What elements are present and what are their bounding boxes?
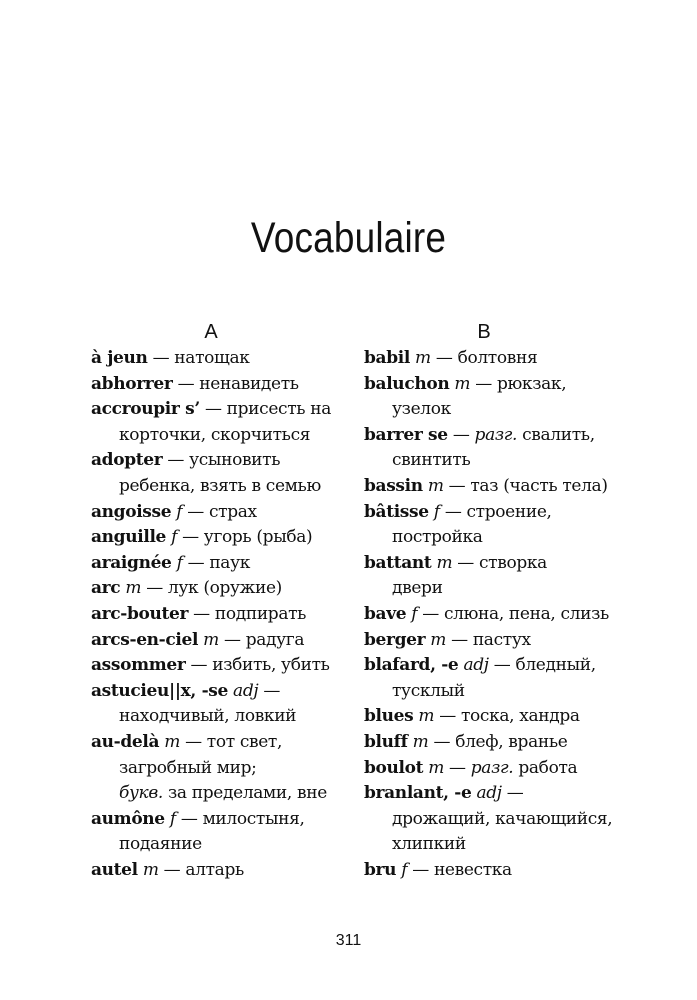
grammar-label: adj bbox=[463, 655, 489, 676]
definition-text: — таз (часть тела) bbox=[448, 475, 608, 496]
grammar-label: m bbox=[454, 373, 471, 394]
dictionary-entry bbox=[364, 756, 626, 782]
page-number: 311 bbox=[335, 932, 362, 949]
headword: astucieu||x, -se bbox=[91, 680, 228, 701]
entry-first-line bbox=[364, 628, 626, 654]
grammar-label: f bbox=[169, 808, 176, 829]
dictionary-entry bbox=[91, 500, 353, 526]
headword: à jeun bbox=[91, 348, 148, 368]
entry-first-line bbox=[91, 576, 353, 602]
headword: anguille bbox=[91, 527, 167, 548]
grammar-label: m bbox=[418, 706, 435, 727]
entry-first-line bbox=[91, 525, 353, 551]
definition-text: — натощак bbox=[152, 348, 250, 368]
grammar-label: m bbox=[430, 629, 447, 650]
headword: branlant, -e bbox=[364, 783, 472, 804]
dictionary-entry bbox=[91, 858, 353, 884]
grammar-label: m bbox=[415, 348, 431, 368]
entry-first-line bbox=[364, 653, 626, 679]
dictionary-entry bbox=[364, 346, 626, 372]
dictionary-entry bbox=[364, 730, 626, 756]
definition-text: — пастух bbox=[451, 629, 531, 650]
definition-text: постройка bbox=[392, 527, 483, 548]
entry-first-line bbox=[91, 628, 353, 654]
grammar-label: m bbox=[203, 629, 219, 650]
definition-text: корточки, скорчиться bbox=[119, 424, 311, 445]
grammar-label: f bbox=[401, 859, 408, 880]
definition-text: тусклый bbox=[392, 680, 465, 701]
dictionary-entry bbox=[364, 474, 626, 500]
grammar-label: m bbox=[412, 731, 429, 752]
definition-text: находчивый, ловкий bbox=[119, 706, 297, 727]
entry-continuation-line bbox=[364, 832, 626, 858]
definition-text: — бледный, bbox=[493, 655, 596, 676]
dictionary-entry bbox=[364, 704, 626, 730]
definition-text: — подпирать bbox=[193, 603, 307, 624]
column-letter-b: B bbox=[477, 321, 491, 343]
entry-continuation-line bbox=[91, 832, 353, 858]
entry-continuation-line bbox=[91, 423, 353, 449]
grammar-label: m bbox=[428, 757, 444, 778]
definition-text: — тоска, хандра bbox=[439, 706, 580, 727]
entry-first-line bbox=[91, 372, 353, 398]
entry-first-line bbox=[91, 397, 353, 423]
grammar-label: f bbox=[433, 501, 440, 522]
headword: au-delà bbox=[91, 731, 160, 752]
dictionary-entry bbox=[91, 628, 353, 654]
headword: assommer bbox=[91, 655, 186, 676]
definition-text: — строение, bbox=[444, 501, 552, 522]
headword: battant bbox=[364, 552, 432, 573]
definition-text: — рюкзак, bbox=[475, 373, 567, 394]
entry-first-line bbox=[364, 500, 626, 526]
definition-text: — bbox=[506, 783, 524, 804]
headword: accroupir s’ bbox=[91, 399, 200, 420]
definition-text: — радуга bbox=[223, 629, 305, 650]
dictionary-entry bbox=[91, 807, 353, 858]
entry-first-line bbox=[91, 653, 353, 679]
definition-text: — алтарь bbox=[163, 859, 244, 880]
definition-text: — bbox=[263, 680, 280, 701]
dictionary-entry bbox=[91, 679, 353, 730]
entry-first-line bbox=[364, 730, 626, 756]
headword: bassin bbox=[364, 475, 423, 496]
entry-first-line bbox=[91, 346, 353, 372]
definition-text: — блеф, вранье bbox=[433, 731, 568, 752]
dictionary-entry bbox=[364, 372, 626, 423]
entry-first-line bbox=[364, 372, 626, 398]
definition-text: — страх bbox=[187, 501, 257, 522]
dictionary-entry bbox=[364, 500, 626, 551]
headword: bluff bbox=[364, 731, 408, 752]
entry-first-line bbox=[91, 858, 353, 884]
dictionary-entry bbox=[364, 551, 626, 602]
entry-first-line bbox=[364, 474, 626, 500]
definition-text: ребенка, взять в семью bbox=[119, 475, 321, 496]
entry-first-line bbox=[364, 781, 626, 807]
entry-first-line bbox=[364, 346, 626, 372]
definition-text: дрожащий, качающийся, bbox=[392, 808, 613, 829]
headword: bru bbox=[364, 859, 397, 880]
headword: arcs-en-ciel bbox=[91, 629, 199, 650]
entry-first-line bbox=[91, 730, 353, 756]
grammar-label: m bbox=[436, 552, 453, 573]
grammar-label: m bbox=[125, 578, 142, 599]
grammar-label: adj bbox=[476, 783, 502, 804]
headword: bave bbox=[364, 603, 407, 624]
definition-text: букв. за пределами, вне bbox=[119, 783, 327, 804]
grammar-label: adj bbox=[233, 680, 259, 701]
entry-first-line bbox=[364, 602, 626, 628]
entry-first-line bbox=[364, 704, 626, 730]
grammar-label: m bbox=[427, 475, 444, 496]
definition-text: — лук (оружие) bbox=[146, 578, 282, 599]
dictionary-entry bbox=[364, 858, 626, 884]
dictionary-entry bbox=[91, 730, 353, 807]
dictionary-entry bbox=[91, 653, 353, 679]
headword: araignée bbox=[91, 552, 172, 573]
page-title: Vocabulaire bbox=[250, 214, 447, 262]
headword: aumône bbox=[91, 808, 165, 829]
entry-continuation-line bbox=[91, 474, 353, 500]
entry-first-line bbox=[91, 602, 353, 628]
definition-text: — паук bbox=[187, 552, 251, 573]
grammar-label: f bbox=[171, 527, 178, 548]
entry-first-line bbox=[364, 423, 626, 449]
entry-list-b bbox=[364, 346, 626, 883]
definition-text: двери bbox=[392, 578, 443, 599]
definition-text: — створка bbox=[457, 552, 547, 573]
grammar-label: f bbox=[411, 603, 418, 624]
entry-continuation-line bbox=[91, 756, 353, 782]
headword: baluchon bbox=[364, 373, 450, 394]
dictionary-entry bbox=[364, 628, 626, 654]
entry-continuation-line bbox=[364, 525, 626, 551]
entry-first-line bbox=[364, 858, 626, 884]
dictionary-entry bbox=[364, 653, 626, 704]
definition-text: — слюна, пена, слизь bbox=[422, 603, 609, 624]
dictionary-entry bbox=[364, 423, 626, 474]
entry-first-line bbox=[91, 679, 353, 705]
grammar-label: f bbox=[176, 552, 183, 573]
definition-text: — угорь (рыба) bbox=[182, 527, 313, 548]
dictionary-entry bbox=[91, 346, 353, 372]
entry-first-line bbox=[364, 756, 626, 782]
entry-list-a bbox=[91, 346, 353, 883]
definition-text: загробный мир; bbox=[119, 757, 257, 778]
definition-text: — разг. работа bbox=[449, 757, 578, 778]
definition-text: — присесть на bbox=[204, 399, 331, 420]
entry-continuation-line bbox=[364, 448, 626, 474]
grammar-label: f bbox=[176, 501, 183, 522]
headword: autel bbox=[91, 859, 138, 880]
headword: blues bbox=[364, 706, 414, 727]
dictionary-entry bbox=[91, 576, 353, 602]
definition-text: — болтовня bbox=[435, 348, 538, 368]
dictionary-entry bbox=[364, 602, 626, 628]
entry-first-line bbox=[91, 500, 353, 526]
headword: abhorrer bbox=[91, 373, 173, 394]
definition-text: — усыновить bbox=[167, 450, 281, 471]
definition-text: хлипкий bbox=[392, 834, 466, 855]
dictionary-entry bbox=[91, 448, 353, 499]
definition-text: подаяние bbox=[119, 834, 202, 855]
entry-first-line bbox=[91, 448, 353, 474]
column-b bbox=[364, 318, 626, 883]
definition-text: — тот свет, bbox=[185, 731, 283, 752]
dictionary-entry bbox=[364, 781, 626, 858]
definition-text: свинтить bbox=[392, 450, 471, 471]
entry-first-line bbox=[364, 551, 626, 577]
dictionary-entry bbox=[91, 525, 353, 551]
headword: angoisse bbox=[91, 501, 172, 522]
entry-first-line bbox=[91, 551, 353, 577]
entry-continuation-line bbox=[364, 397, 626, 423]
definition-text: — невестка bbox=[412, 859, 512, 880]
grammar-label: m bbox=[142, 859, 159, 880]
headword: boulot bbox=[364, 757, 424, 778]
headword: berger bbox=[364, 629, 426, 650]
column-a bbox=[91, 318, 353, 883]
dictionary-entry bbox=[91, 551, 353, 577]
headword: arc bbox=[91, 578, 121, 599]
entry-continuation-line bbox=[91, 781, 353, 807]
definition-text: — избить, убить bbox=[190, 655, 330, 676]
headword: babil bbox=[364, 348, 410, 368]
headword: arc-bouter bbox=[91, 603, 189, 624]
headword: barrer se bbox=[364, 424, 448, 445]
column-letter-a: A bbox=[204, 321, 218, 343]
entry-continuation-line bbox=[364, 576, 626, 602]
headword: adopter bbox=[91, 450, 163, 471]
entry-continuation-line bbox=[91, 704, 353, 730]
definition-text: — разг. свалить, bbox=[452, 424, 595, 445]
definition-text: — милостыня, bbox=[180, 808, 305, 829]
dictionary-entry bbox=[91, 602, 353, 628]
entry-first-line bbox=[91, 807, 353, 833]
definition-text: узелок bbox=[392, 399, 451, 420]
grammar-label: m bbox=[164, 731, 181, 752]
entry-continuation-line bbox=[364, 807, 626, 833]
definition-text: — ненавидеть bbox=[177, 373, 299, 394]
dictionary-entry bbox=[91, 372, 353, 398]
headword: bâtisse bbox=[364, 501, 429, 522]
entry-continuation-line bbox=[364, 679, 626, 705]
headword: blafard, -e bbox=[364, 655, 459, 676]
dictionary-entry bbox=[91, 397, 353, 448]
